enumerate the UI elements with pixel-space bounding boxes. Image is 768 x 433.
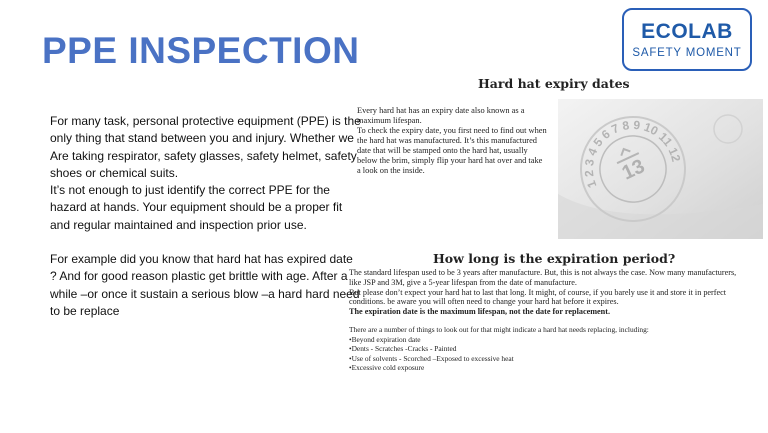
expiry-line-1: Every hard hat has an expiry date also known as a maximum lifespan. xyxy=(357,106,525,125)
expiry-body xyxy=(357,106,547,176)
expiry-heading: Hard hat expiry dates xyxy=(478,76,630,91)
period-line-2: But please don’t expect your hard hat to last that long. It might, of course, if you barely use it and store it in perfect conditions. be aware you will often need to change your hard hat before it expires. xyxy=(349,287,727,307)
date-stamp-ring: 1 2 3 4 5 6 7 8 9 10 11 12 xyxy=(581,117,684,190)
ecolab-logo xyxy=(622,8,752,71)
hard-hat-date-stamp-photo xyxy=(558,99,763,239)
list-item: •Beyond expiration date xyxy=(349,334,421,344)
logo-tagline: SAFETY MOMENT xyxy=(632,47,742,59)
period-heading: How long is the expiration period? xyxy=(433,251,676,266)
signs-intro: There are a number of things to look out for that might indicate a hard hat needs replacing, including: xyxy=(349,324,649,334)
list-item: •Use of solvents - Scorched –Exposed to excessive heat xyxy=(349,353,514,363)
intro-paragraph-3: For example did you know that hard hat has expired date ? And for good reason plastic get brittle with age. After a while –or once it sustain a serious blow –a hard hard need to be replace xyxy=(50,252,360,318)
page-title: PPE INSPECTION xyxy=(42,30,360,71)
period-line-1: The standard lifespan used to be 3 years after manufacture. But, this is not always the case. Now many manufacturers, like JSP and 3M, give a 5-year lifespan from the date of manufacture. xyxy=(349,268,737,287)
intro-text xyxy=(50,113,362,320)
intro-paragraph-2: It’s not enough to just identify the correct PPE for the hazard at hands. Your equipment should be a proper fit and regular maintained and inspection prior use. xyxy=(50,183,343,232)
list-item: •Excessive cold exposure xyxy=(349,363,425,373)
intro-paragraph-1: For many task, personal protective equipment (PPE) is the only thing that stand between you and injury. Whether we Are taking respirator, safety glasses, safety helmet, safety shoes or chemical suits. xyxy=(50,114,361,180)
expiry-line-2: To check the expiry date, you first need to find out when the hard hat was manufactured. It’s this manufactured date that will be stamped onto the hard hat, usually below the brim, simply flip your hard hat over and take a look on the inside. xyxy=(357,126,547,175)
list-item: •Dents - Scratches -Cracks - Painted xyxy=(349,344,457,354)
logo-name: ECOLAB xyxy=(641,20,733,43)
signs-list xyxy=(349,335,749,373)
date-stamp-center: 13 xyxy=(618,155,649,185)
period-body xyxy=(349,268,749,373)
period-note: The expiration date is the maximum lifespan, not the date for replacement. xyxy=(349,307,610,317)
